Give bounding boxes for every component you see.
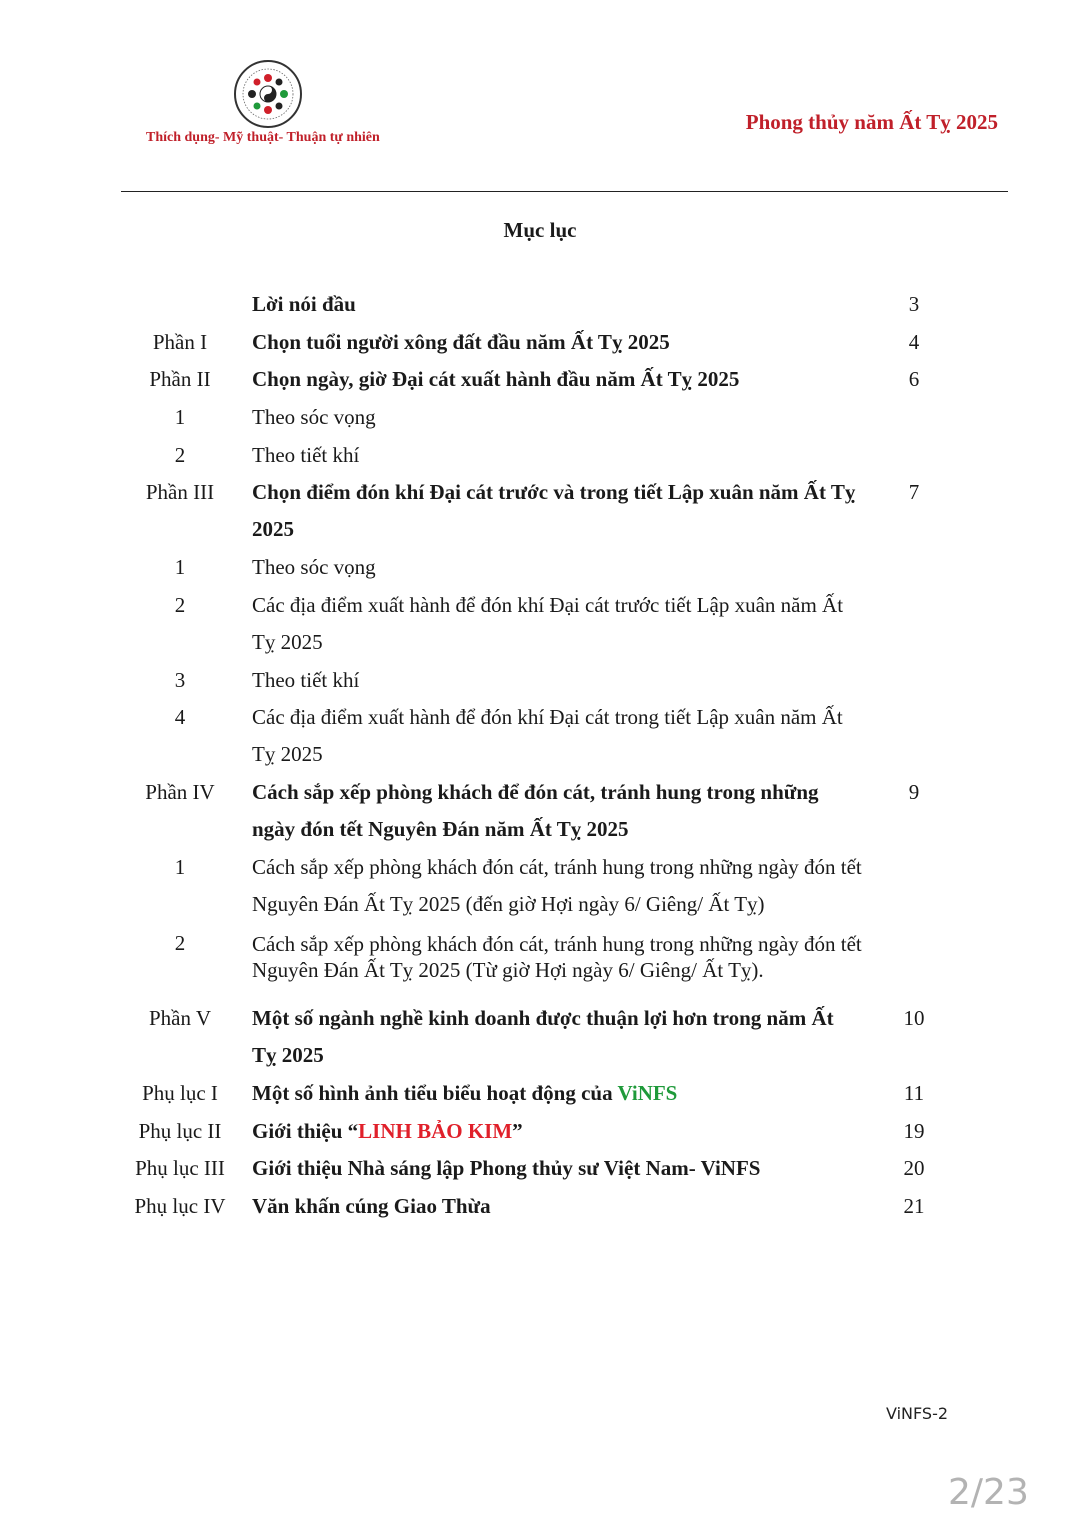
toc-row-label: 1 (174, 405, 186, 429)
toc-row-text: Theo tiết khí (252, 668, 360, 692)
toc-row-text: Lời nói đầu (252, 292, 356, 316)
toc-row-page: 7 (908, 480, 920, 504)
toc-row-text: Văn khấn cúng Giao Thừa (252, 1194, 491, 1218)
toc-row-text (252, 1113, 862, 1150)
toc-heading: Mục lục (503, 218, 577, 242)
toc-row-text: Theo tiết khí (252, 443, 360, 467)
document-title: Phong thủy năm Ất Tỵ 2025 (745, 110, 998, 134)
toc-row-text: Chọn tuổi người xông đất đầu năm Ất Tỵ 2025 (252, 330, 670, 354)
toc-row-label: 2 (174, 931, 186, 955)
toc-row-text: Cách sắp xếp phòng khách để đón cát, tránh hung trong những ngày đón tết Nguyên Đán năm Ất Tỵ 2025 (252, 780, 819, 841)
toc-row-page: 10 (903, 1006, 925, 1030)
toc-row-page: 3 (908, 292, 920, 316)
toc-row-text: Một số ngành nghề kinh doanh được thuận lợi hơn trong năm Ất Tỵ 2025 (252, 1006, 834, 1067)
toc-row-label: Phụ lục II (138, 1119, 222, 1143)
toc-row-label: Phần III (145, 480, 215, 504)
toc-row-text: Cách sắp xếp phòng khách đón cát, tránh hung trong những ngày đón tết Nguyên Đán Ất Tỵ 2025 (đến giờ Hợi ngày 6/ Giêng/ Ất Tỵ) (252, 855, 862, 916)
toc-row-label: 1 (174, 555, 186, 579)
toc-row-page: 9 (908, 780, 920, 804)
toc-row-text-end: ” (512, 1119, 523, 1143)
toc-row-label: Phần II (149, 367, 211, 391)
toc-row-page: 19 (903, 1119, 925, 1143)
header-divider (121, 191, 1008, 192)
toc-row-label: Phần V (148, 1006, 212, 1030)
toc-row-text (252, 1075, 862, 1112)
toc-row-label: 2 (174, 443, 186, 467)
toc-row-label: Phụ lục I (142, 1081, 218, 1105)
toc-row-text: Cách sắp xếp phòng khách đón cát, tránh hung trong những ngày đón tết Nguyên Đán Ất Tỵ 2025 (Từ giờ Hợi ngày 6/ Giêng/ Ất Tỵ). (252, 932, 862, 982)
toc-row-page: 21 (903, 1194, 925, 1218)
toc-row-page: 4 (908, 330, 920, 354)
company-tagline: Thích dụng- Mỹ thuật- Thuận tự nhiên (146, 130, 380, 145)
footer-page-code: ViNFS-2 (886, 1404, 949, 1423)
toc-row-label: Phụ lục IV (134, 1194, 226, 1218)
toc-row-text: Theo sóc vọng (252, 555, 376, 579)
toc-row-label: Phần I (152, 330, 208, 354)
toc-row-text-main: Giới thiệu “ (252, 1119, 359, 1143)
vinfs-highlight: ViNFS (617, 1081, 678, 1105)
linh-bao-kim-highlight: LINH BẢO KIM (358, 1119, 513, 1143)
toc-row-label: 1 (174, 855, 186, 879)
toc-row-page: 20 (903, 1156, 925, 1180)
toc-row-label: 2 (174, 593, 186, 617)
toc-row-page: 11 (903, 1081, 925, 1105)
toc-row-text-main: Một số hình ảnh tiểu biểu hoạt động của (252, 1081, 618, 1105)
toc-row-text: Chọn điểm đón khí Đại cát trước và trong tiết Lập xuân năm Ất Tỵ 2025 (252, 480, 856, 541)
toc-row-page: 6 (908, 367, 920, 391)
toc-row-text: Giới thiệu Nhà sáng lập Phong thủy sư Việt Nam- ViNFS (252, 1156, 761, 1180)
toc-row-text: Theo sóc vọng (252, 405, 376, 429)
page-counter: 2/23 (948, 1472, 1029, 1513)
logo-emblem (232, 58, 304, 130)
toc-row-text: Các địa điểm xuất hành để đón khí Đại cát trong tiết Lập xuân năm Ất Tỵ 2025 (252, 705, 843, 766)
toc-row-text: Chọn ngày, giờ Đại cát xuất hành đầu năm Ất Tỵ 2025 (252, 367, 740, 391)
toc-row-label: 4 (174, 705, 186, 729)
toc-row-text: Các địa điểm xuất hành để đón khí Đại cát trước tiết Lập xuân năm Ất Tỵ 2025 (252, 593, 844, 654)
toc-row-label: 3 (174, 668, 186, 692)
toc-row-label: Phụ lục III (135, 1156, 225, 1180)
toc-row-label: Phần IV (145, 780, 215, 804)
